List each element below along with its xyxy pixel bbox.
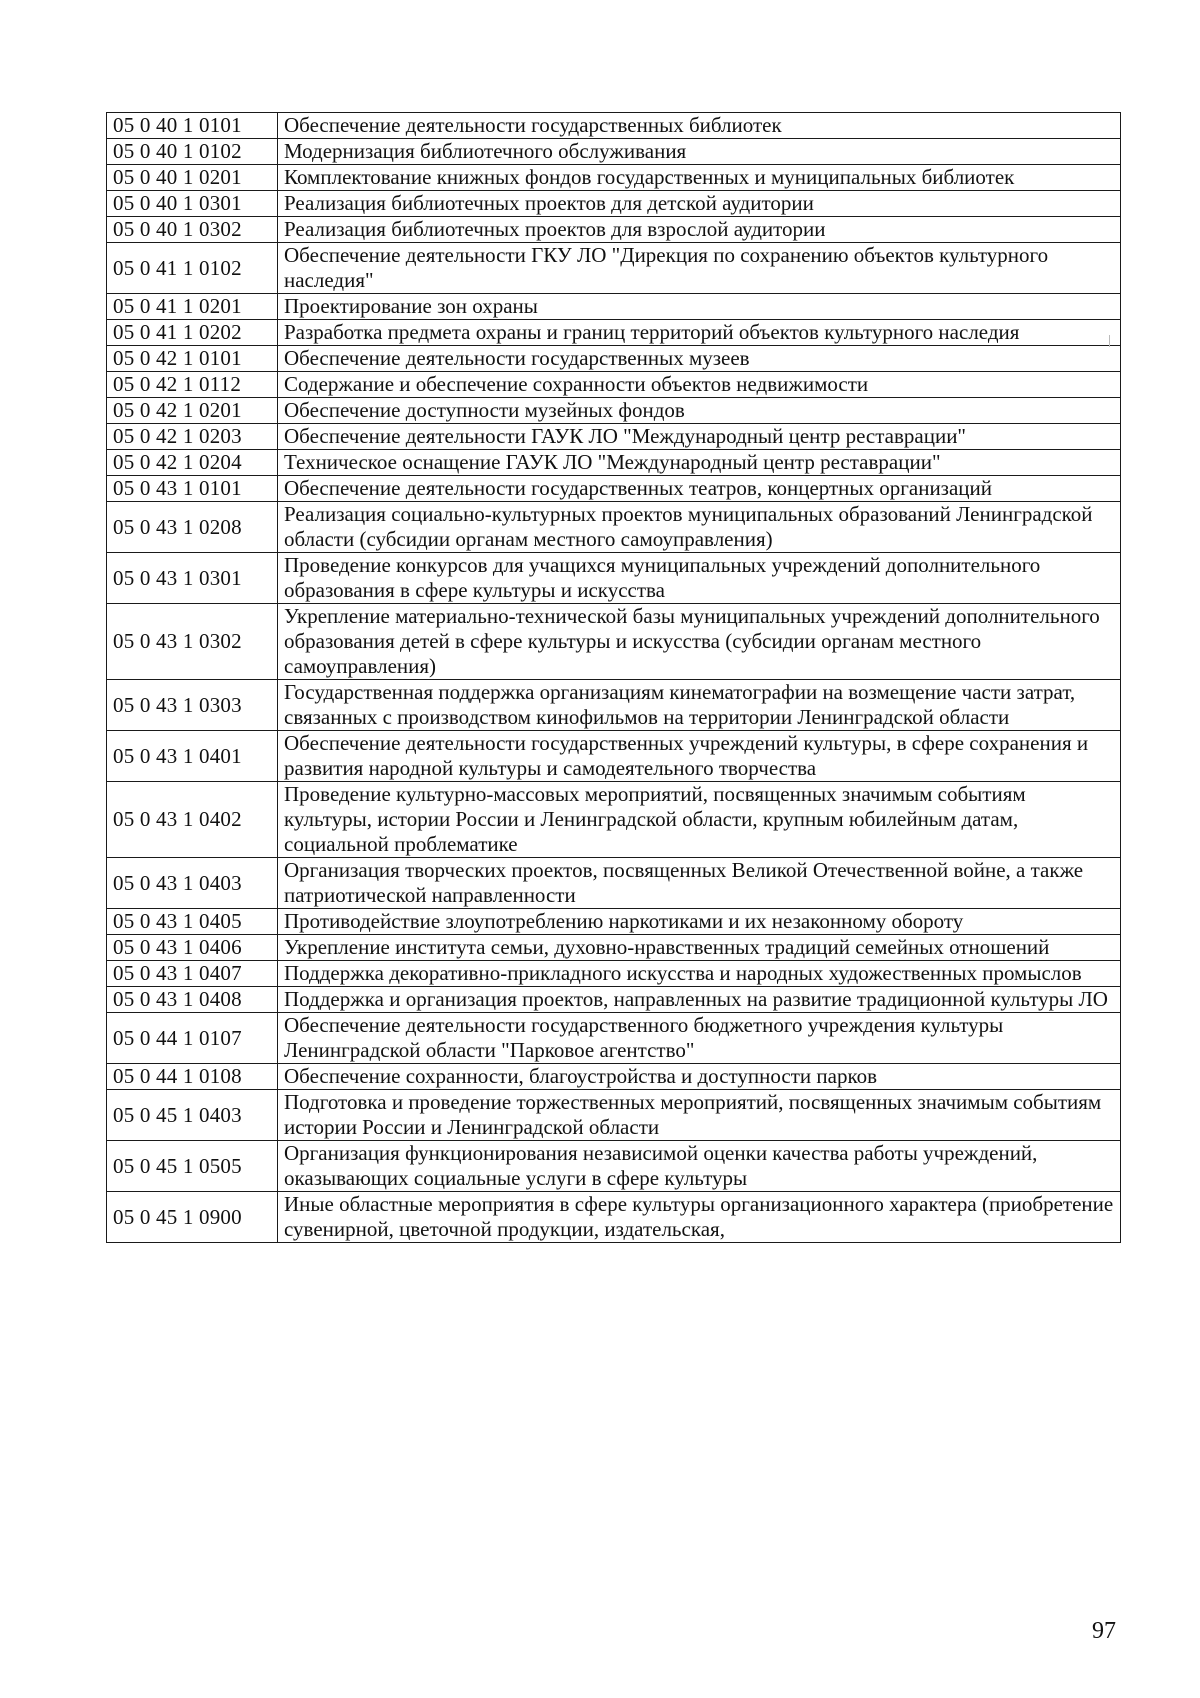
table-row	[107, 935, 1121, 961]
table-row	[107, 1141, 1121, 1192]
row-description-cell: Организация творческих проектов, посвященных Великой Отечественной войне, а также патриотической направленности	[278, 858, 1121, 909]
row-description-cell: Проведение конкурсов для учащихся муниципальных учреждений дополнительного образования в сфере культуры и искусства	[278, 553, 1121, 604]
row-code-cell: 05 0 40 1 0101	[107, 113, 278, 139]
row-code-cell: 05 0 41 1 0201	[107, 294, 278, 320]
row-description-cell: Государственная поддержка организациям кинематографии на возмещение части затрат, связанных с производством кинофильмов на территории Ленинградской области	[278, 680, 1121, 731]
table-row	[107, 604, 1121, 680]
row-code-cell: 05 0 42 1 0203	[107, 424, 278, 450]
row-code-cell: 05 0 43 1 0303	[107, 680, 278, 731]
row-description-cell: Обеспечение деятельности государственных учреждений культуры, в сфере сохранения и развития народной культуры и самодеятельного творчества	[278, 731, 1121, 782]
row-description-cell: Обеспечение доступности музейных фондов	[278, 398, 1121, 424]
row-code-cell: 05 0 41 1 0202	[107, 320, 278, 346]
row-description-cell: Иные областные мероприятия в сфере культуры организационного характера (приобретение сувенирной, цветочной продукции, издательская,	[278, 1192, 1121, 1243]
table-row	[107, 1192, 1121, 1243]
table-row	[107, 961, 1121, 987]
row-code-cell: 05 0 45 1 0403	[107, 1090, 278, 1141]
table-row	[107, 476, 1121, 502]
budget-classification-table	[106, 112, 1121, 1243]
row-code-cell: 05 0 40 1 0302	[107, 217, 278, 243]
row-code-cell: 05 0 40 1 0301	[107, 191, 278, 217]
row-description-cell: Обеспечение деятельности государственных музеев	[278, 346, 1121, 372]
row-code-cell: 05 0 43 1 0302	[107, 604, 278, 680]
table-row	[107, 680, 1121, 731]
row-description-cell: Комплектование книжных фондов государственных и муниципальных библиотек	[278, 165, 1121, 191]
table-row	[107, 320, 1121, 346]
row-code-cell: 05 0 45 1 0900	[107, 1192, 278, 1243]
row-description-cell: Организация функционирования независимой оценки качества работы учреждений, оказывающих социальные услуги в сфере культуры	[278, 1141, 1121, 1192]
row-description-cell: Обеспечение деятельности ГАУК ЛО "Международный центр реставрации"	[278, 424, 1121, 450]
row-description-cell: Противодействие злоупотреблению наркотиками и их незаконному обороту	[278, 909, 1121, 935]
row-code-cell: 05 0 44 1 0107	[107, 1013, 278, 1064]
table-row	[107, 858, 1121, 909]
table-row	[107, 139, 1121, 165]
row-code-cell: 05 0 41 1 0102	[107, 243, 278, 294]
row-description-cell: Подготовка и проведение торжественных мероприятий, посвященных значимым событиям истории России и Ленинградской области	[278, 1090, 1121, 1141]
table-row	[107, 113, 1121, 139]
row-description-cell: Проведение культурно-массовых мероприятий, посвященных значимым событиям культуры, истории России и Ленинградской области, крупным юбилейным датам, социальной проблематике	[278, 782, 1121, 858]
table-row	[107, 294, 1121, 320]
row-description-cell: Содержание и обеспечение сохранности объектов недвижимости	[278, 372, 1121, 398]
row-code-cell: 05 0 42 1 0101	[107, 346, 278, 372]
row-code-cell: 05 0 45 1 0505	[107, 1141, 278, 1192]
table-row	[107, 346, 1121, 372]
page-number: 97	[1092, 1618, 1116, 1644]
row-code-cell: 05 0 43 1 0208	[107, 502, 278, 553]
table-row	[107, 191, 1121, 217]
margin-tick-mark	[1109, 335, 1110, 347]
row-code-cell: 05 0 43 1 0301	[107, 553, 278, 604]
row-code-cell: 05 0 40 1 0102	[107, 139, 278, 165]
row-code-cell: 05 0 43 1 0402	[107, 782, 278, 858]
table-row	[107, 217, 1121, 243]
table-row	[107, 372, 1121, 398]
row-description-cell: Поддержка декоративно-прикладного искусства и народных художественных промыслов	[278, 961, 1121, 987]
row-description-cell: Проектирование зон охраны	[278, 294, 1121, 320]
table-row	[107, 450, 1121, 476]
row-code-cell: 05 0 43 1 0403	[107, 858, 278, 909]
table-row	[107, 1090, 1121, 1141]
row-code-cell: 05 0 44 1 0108	[107, 1064, 278, 1090]
row-code-cell: 05 0 43 1 0101	[107, 476, 278, 502]
row-code-cell: 05 0 40 1 0201	[107, 165, 278, 191]
table-row	[107, 398, 1121, 424]
row-description-cell: Техническое оснащение ГАУК ЛО "Международный центр реставрации"	[278, 450, 1121, 476]
row-description-cell: Обеспечение деятельности государственного бюджетного учреждения культуры Ленинградской области "Парковое агентство"	[278, 1013, 1121, 1064]
table-row	[107, 1013, 1121, 1064]
table-row	[107, 424, 1121, 450]
table-body	[107, 113, 1121, 1243]
table-row	[107, 553, 1121, 604]
table-row	[107, 165, 1121, 191]
table-row	[107, 502, 1121, 553]
row-code-cell: 05 0 43 1 0401	[107, 731, 278, 782]
row-description-cell: Модернизация библиотечного обслуживания	[278, 139, 1121, 165]
table-row	[107, 243, 1121, 294]
row-description-cell: Обеспечение сохранности, благоустройства и доступности парков	[278, 1064, 1121, 1090]
row-description-cell: Реализация библиотечных проектов для взрослой аудитории	[278, 217, 1121, 243]
row-description-cell: Обеспечение деятельности ГКУ ЛО "Дирекция по сохранению объектов культурного наследия"	[278, 243, 1121, 294]
row-description-cell: Обеспечение деятельности государственных театров, концертных организаций	[278, 476, 1121, 502]
table-row	[107, 731, 1121, 782]
row-code-cell: 05 0 42 1 0201	[107, 398, 278, 424]
row-description-cell: Обеспечение деятельности государственных библиотек	[278, 113, 1121, 139]
row-description-cell: Реализация библиотечных проектов для детской аудитории	[278, 191, 1121, 217]
row-description-cell: Укрепление материально-технической базы муниципальных учреждений дополнительного образования детей в сфере культуры и искусства (субсидии органам местного самоуправления)	[278, 604, 1121, 680]
table-row	[107, 909, 1121, 935]
row-code-cell: 05 0 43 1 0406	[107, 935, 278, 961]
row-code-cell: 05 0 43 1 0408	[107, 987, 278, 1013]
row-code-cell: 05 0 43 1 0405	[107, 909, 278, 935]
row-description-cell: Разработка предмета охраны и границ территорий объектов культурного наследия	[278, 320, 1121, 346]
table-row	[107, 782, 1121, 858]
row-description-cell: Поддержка и организация проектов, направленных на развитие традиционной культуры ЛО	[278, 987, 1121, 1013]
row-description-cell: Укрепление института семьи, духовно-нравственных традиций семейных отношений	[278, 935, 1121, 961]
row-code-cell: 05 0 43 1 0407	[107, 961, 278, 987]
table-row	[107, 1064, 1121, 1090]
row-code-cell: 05 0 42 1 0112	[107, 372, 278, 398]
row-code-cell: 05 0 42 1 0204	[107, 450, 278, 476]
table-row	[107, 987, 1121, 1013]
row-description-cell: Реализация социально-культурных проектов муниципальных образований Ленинградской области (субсидии органам местного самоуправления)	[278, 502, 1121, 553]
